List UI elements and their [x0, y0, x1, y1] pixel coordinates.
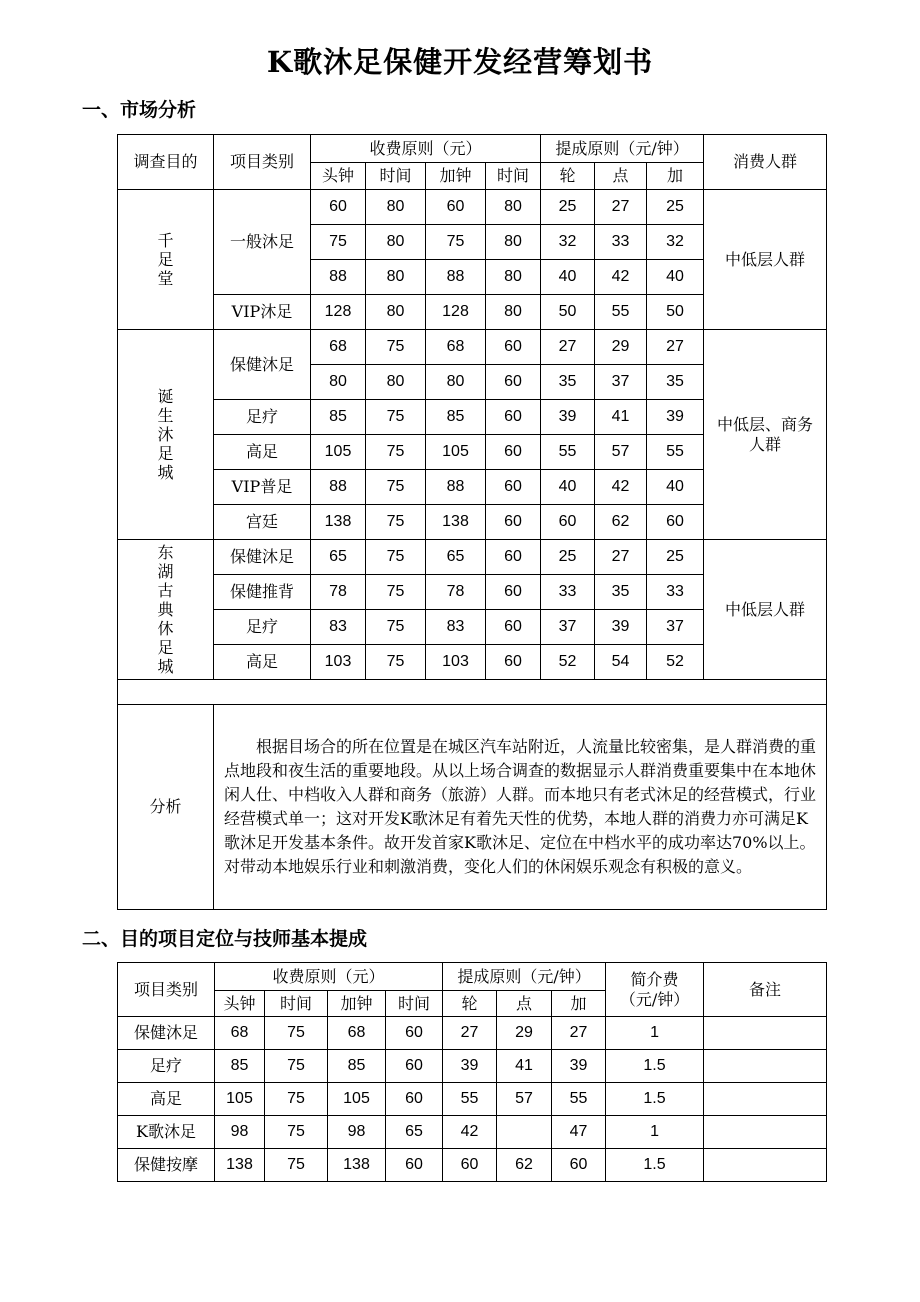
value-cell: 60 — [486, 540, 541, 575]
value-cell: 60 — [386, 1050, 443, 1083]
venue-name-char: 千 — [157, 231, 174, 250]
value-cell: 75 — [366, 470, 426, 505]
value-cell: 68 — [311, 330, 366, 365]
value-cell: 85 — [215, 1050, 265, 1083]
value-cell: 138 — [311, 505, 366, 540]
table-row — [118, 1017, 827, 1050]
value-cell: 128 — [426, 295, 486, 330]
value-cell: 41 — [497, 1050, 552, 1083]
project-category: 保健沐足 — [214, 330, 311, 400]
value-cell: 25 — [541, 540, 595, 575]
value-cell: 80 — [486, 225, 541, 260]
table-row — [118, 1116, 827, 1149]
value-cell: 57 — [497, 1083, 552, 1116]
value-cell: 80 — [426, 365, 486, 400]
value-cell — [497, 1116, 552, 1149]
value-cell: 41 — [595, 400, 647, 435]
value-cell: 25 — [647, 540, 704, 575]
project-category: K歌沐足 — [118, 1116, 215, 1149]
venue-name — [118, 540, 214, 680]
value-cell: 35 — [541, 365, 595, 400]
value-cell: 33 — [541, 575, 595, 610]
value-cell: 55 — [552, 1083, 606, 1116]
header-commission: 提成原则（元/钟） — [443, 963, 606, 991]
value-cell: 75 — [366, 435, 426, 470]
value-cell: 40 — [647, 260, 704, 295]
header-sub: 加 — [647, 163, 704, 190]
note-cell — [704, 1083, 827, 1116]
value-cell: 29 — [497, 1017, 552, 1050]
venue-name — [118, 190, 214, 330]
section-heading-positioning: 二、目的项目定位与技师基本提成 — [82, 928, 368, 950]
project-category: 保健沐足 — [214, 540, 311, 575]
value-cell: 105 — [215, 1083, 265, 1116]
value-cell: 78 — [311, 575, 366, 610]
venue-name-char: 堂 — [157, 269, 174, 288]
header-fee: 收费原则（元） — [215, 963, 443, 991]
value-cell: 25 — [541, 190, 595, 225]
value-cell: 62 — [595, 505, 647, 540]
value-cell: 37 — [541, 610, 595, 645]
venue-name-char: 休 — [157, 619, 174, 638]
value-cell: 65 — [311, 540, 366, 575]
value-cell: 75 — [366, 400, 426, 435]
header-sub: 加钟 — [328, 991, 386, 1017]
value-cell: 39 — [647, 400, 704, 435]
project-category: 足疗 — [214, 400, 311, 435]
note-cell — [704, 1149, 827, 1182]
value-cell: 39 — [595, 610, 647, 645]
project-category: 保健按摩 — [118, 1149, 215, 1182]
value-cell: 75 — [265, 1149, 328, 1182]
value-cell: 80 — [366, 365, 426, 400]
value-cell: 32 — [647, 225, 704, 260]
value-cell: 39 — [443, 1050, 497, 1083]
value-cell: 33 — [595, 225, 647, 260]
table-row — [118, 1149, 827, 1182]
value-cell: 27 — [647, 330, 704, 365]
project-category: 高足 — [214, 435, 311, 470]
value-cell: 60 — [386, 1017, 443, 1050]
venue-name-char: 诞 — [157, 387, 174, 406]
value-cell: 27 — [443, 1017, 497, 1050]
value-cell: 40 — [541, 260, 595, 295]
value-cell: 83 — [426, 610, 486, 645]
project-category: VIP沐足 — [214, 295, 311, 330]
header-sub: 时间 — [265, 991, 328, 1017]
value-cell: 50 — [541, 295, 595, 330]
value-cell: 55 — [443, 1083, 497, 1116]
value-cell: 57 — [595, 435, 647, 470]
value-cell: 80 — [366, 260, 426, 295]
value-cell: 25 — [647, 190, 704, 225]
value-cell: 52 — [647, 645, 704, 680]
value-cell: 54 — [595, 645, 647, 680]
consumer-crowd: 中低层、商务人群 — [704, 330, 827, 540]
header-intro: 简介费（元/钟） — [606, 963, 704, 1017]
value-cell: 42 — [595, 470, 647, 505]
venue-name-char: 东 — [157, 543, 174, 562]
value-cell: 88 — [426, 470, 486, 505]
venue-name-char: 沐 — [157, 425, 174, 444]
venue-name-char: 城 — [157, 463, 174, 482]
value-cell: 85 — [426, 400, 486, 435]
value-cell: 75 — [265, 1116, 328, 1149]
value-cell: 85 — [328, 1050, 386, 1083]
header-fee: 收费原则（元） — [311, 135, 541, 163]
value-cell: 85 — [311, 400, 366, 435]
value-cell: 50 — [647, 295, 704, 330]
value-cell: 80 — [311, 365, 366, 400]
value-cell: 62 — [497, 1149, 552, 1182]
value-cell: 98 — [215, 1116, 265, 1149]
value-cell: 42 — [443, 1116, 497, 1149]
value-cell: 60 — [486, 435, 541, 470]
value-cell: 60 — [552, 1149, 606, 1182]
header-sub: 加钟 — [426, 163, 486, 190]
value-cell: 75 — [366, 540, 426, 575]
value-cell: 88 — [311, 470, 366, 505]
value-cell: 33 — [647, 575, 704, 610]
section-heading-market: 一、市场分析 — [82, 99, 197, 121]
value-cell: 60 — [486, 400, 541, 435]
value-cell: 75 — [265, 1017, 328, 1050]
value-cell: 60 — [311, 190, 366, 225]
value-cell: 75 — [366, 330, 426, 365]
analysis-text: 根据目场合的所在位置是在城区汽车站附近，人流量比较密集，是人群消费的重点地段和夜生活的重要地段。从以上场合调查的数据显示人群消费重要集中在本地休闲人仕、中档收入人群和商务（旅游）人群。而本地只有老式沐足的经营模式，行业经营模式单一；这对开发K歌沐足有着先天性的优势，本地人群的消费力亦可满足K歌沐足开发基本条件。故开发首家K歌沐足、定位在中档水平的成功率达70%以上。对带动本地娱乐行业和刺激消费，变化人们的休闲娱乐观念有积极的意义。 — [214, 705, 827, 910]
header-commission: 提成原则（元/钟） — [541, 135, 704, 163]
value-cell: 83 — [311, 610, 366, 645]
value-cell: 35 — [647, 365, 704, 400]
value-cell: 27 — [595, 190, 647, 225]
commission-table — [117, 962, 827, 1182]
value-cell: 27 — [541, 330, 595, 365]
value-cell: 55 — [647, 435, 704, 470]
value-cell: 75 — [311, 225, 366, 260]
table-row — [118, 190, 827, 225]
value-cell: 128 — [311, 295, 366, 330]
value-cell: 29 — [595, 330, 647, 365]
project-category: 宫廷 — [214, 505, 311, 540]
header-sub: 加 — [552, 991, 606, 1017]
value-cell: 138 — [328, 1149, 386, 1182]
project-category: 足疗 — [214, 610, 311, 645]
project-category: 高足 — [118, 1083, 215, 1116]
value-cell: 52 — [541, 645, 595, 680]
value-cell: 105 — [328, 1083, 386, 1116]
value-cell: 80 — [486, 295, 541, 330]
header-sub: 时间 — [386, 991, 443, 1017]
venue-name-char: 古 — [157, 581, 174, 600]
header-note: 备注 — [704, 963, 827, 1017]
venue-name-char: 生 — [157, 406, 174, 425]
venue-name-char: 足 — [157, 444, 174, 463]
project-category: 保健推背 — [214, 575, 311, 610]
header-crowd: 消费人群 — [704, 135, 827, 190]
value-cell: 40 — [541, 470, 595, 505]
value-cell: 75 — [366, 575, 426, 610]
header-sub: 轮 — [541, 163, 595, 190]
value-cell: 98 — [328, 1116, 386, 1149]
intro-fee: 1.5 — [606, 1083, 704, 1116]
value-cell: 60 — [486, 470, 541, 505]
value-cell: 103 — [426, 645, 486, 680]
value-cell: 47 — [552, 1116, 606, 1149]
value-cell: 55 — [541, 435, 595, 470]
analysis-label: 分析 — [118, 705, 214, 910]
note-cell — [704, 1050, 827, 1083]
value-cell: 42 — [595, 260, 647, 295]
table-row — [118, 1083, 827, 1116]
note-cell — [704, 1017, 827, 1050]
value-cell: 65 — [386, 1116, 443, 1149]
value-cell: 80 — [366, 295, 426, 330]
document-title: K歌沐足保健开发经营筹划书 — [266, 45, 654, 79]
header-survey: 调查目的 — [118, 135, 214, 190]
intro-fee: 1 — [606, 1017, 704, 1050]
value-cell: 75 — [265, 1083, 328, 1116]
value-cell: 60 — [486, 610, 541, 645]
table-row — [118, 330, 827, 365]
value-cell: 60 — [386, 1149, 443, 1182]
value-cell: 88 — [311, 260, 366, 295]
value-cell: 75 — [366, 610, 426, 645]
value-cell: 78 — [426, 575, 486, 610]
value-cell: 39 — [541, 400, 595, 435]
table-row — [118, 1050, 827, 1083]
value-cell: 75 — [366, 645, 426, 680]
value-cell: 68 — [328, 1017, 386, 1050]
value-cell: 105 — [311, 435, 366, 470]
value-cell: 55 — [595, 295, 647, 330]
value-cell: 138 — [215, 1149, 265, 1182]
value-cell: 40 — [647, 470, 704, 505]
header-sub: 点 — [497, 991, 552, 1017]
value-cell: 80 — [366, 225, 426, 260]
value-cell: 60 — [486, 575, 541, 610]
value-cell: 65 — [426, 540, 486, 575]
value-cell: 80 — [366, 190, 426, 225]
value-cell: 60 — [486, 645, 541, 680]
value-cell: 60 — [486, 365, 541, 400]
value-cell: 138 — [426, 505, 486, 540]
header-sub: 头钟 — [311, 163, 366, 190]
project-category: 足疗 — [118, 1050, 215, 1083]
blank-row — [118, 680, 827, 705]
value-cell: 103 — [311, 645, 366, 680]
value-cell: 60 — [486, 505, 541, 540]
value-cell: 68 — [426, 330, 486, 365]
project-category: VIP普足 — [214, 470, 311, 505]
value-cell: 88 — [426, 260, 486, 295]
header-category: 项目类别 — [214, 135, 311, 190]
value-cell: 80 — [486, 260, 541, 295]
market-survey-table — [117, 134, 827, 910]
header-sub: 轮 — [443, 991, 497, 1017]
value-cell: 35 — [595, 575, 647, 610]
value-cell: 60 — [541, 505, 595, 540]
value-cell: 75 — [366, 505, 426, 540]
intro-fee: 1.5 — [606, 1149, 704, 1182]
intro-fee: 1 — [606, 1116, 704, 1149]
table-row — [118, 540, 827, 575]
venue-name — [118, 330, 214, 540]
value-cell: 60 — [443, 1149, 497, 1182]
value-cell: 68 — [215, 1017, 265, 1050]
venue-name-char: 足 — [157, 250, 174, 269]
value-cell: 80 — [486, 190, 541, 225]
value-cell: 37 — [647, 610, 704, 645]
venue-name-char: 湖 — [157, 562, 174, 581]
header-sub: 时间 — [366, 163, 426, 190]
note-cell — [704, 1116, 827, 1149]
value-cell: 37 — [595, 365, 647, 400]
value-cell: 75 — [426, 225, 486, 260]
header-sub: 头钟 — [215, 991, 265, 1017]
value-cell: 60 — [386, 1083, 443, 1116]
intro-fee: 1.5 — [606, 1050, 704, 1083]
value-cell: 32 — [541, 225, 595, 260]
header-sub: 时间 — [486, 163, 541, 190]
project-category: 一般沐足 — [214, 190, 311, 295]
value-cell: 27 — [595, 540, 647, 575]
value-cell: 60 — [647, 505, 704, 540]
consumer-crowd: 中低层人群 — [704, 190, 827, 330]
venue-name-char: 典 — [157, 600, 174, 619]
project-category: 高足 — [214, 645, 311, 680]
value-cell: 75 — [265, 1050, 328, 1083]
value-cell: 27 — [552, 1017, 606, 1050]
venue-name-char: 城 — [157, 657, 174, 676]
value-cell: 105 — [426, 435, 486, 470]
header-sub: 点 — [595, 163, 647, 190]
value-cell: 60 — [486, 330, 541, 365]
value-cell: 60 — [426, 190, 486, 225]
consumer-crowd: 中低层人群 — [704, 540, 827, 680]
value-cell: 39 — [552, 1050, 606, 1083]
venue-name-char: 足 — [157, 638, 174, 657]
header-category: 项目类别 — [118, 963, 215, 1017]
project-category: 保健沐足 — [118, 1017, 215, 1050]
